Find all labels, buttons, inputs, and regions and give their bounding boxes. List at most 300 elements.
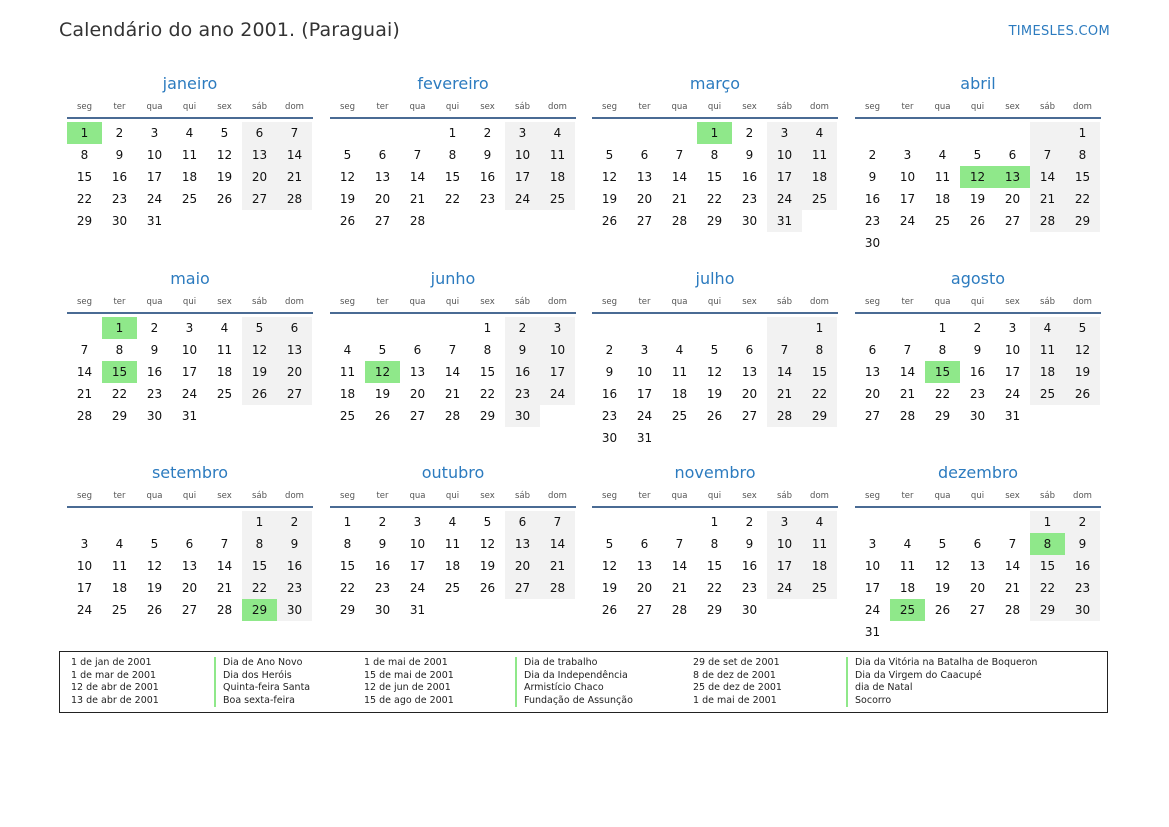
day-cell: 29 <box>479 409 496 423</box>
day-cell: 13 <box>242 144 277 166</box>
day-cell: 8 <box>115 343 124 357</box>
day-cell: 26 <box>479 581 496 595</box>
day-cell: 19 <box>146 581 163 595</box>
day-cell: 16 <box>277 555 312 577</box>
day-cell: 20 <box>242 166 277 188</box>
day-cell: 2 <box>605 343 614 357</box>
day-cell: 28 <box>767 405 802 427</box>
day-grid <box>592 317 838 449</box>
day-grid <box>855 122 1101 254</box>
day-cell: 31 <box>146 214 163 228</box>
month-name: novembro <box>674 463 756 482</box>
empty-cell <box>1065 405 1100 427</box>
day-cell: 19 <box>706 387 723 401</box>
day-cell: 16 <box>146 365 163 379</box>
weekday-label: qui <box>445 491 460 501</box>
month-maio <box>67 267 313 427</box>
weekday-label: sáb <box>1039 102 1056 112</box>
empty-cell <box>995 621 1030 643</box>
weekday-label: seg <box>339 102 356 112</box>
day-cell: 17 <box>636 387 653 401</box>
day-cell: 22 <box>706 581 723 595</box>
day-cell: 9 <box>378 537 387 551</box>
day-cell: 29 <box>802 405 837 427</box>
empty-cell <box>890 122 925 144</box>
day-cell: 3 <box>640 343 649 357</box>
day-cell: 12 <box>479 537 496 551</box>
empty-cell <box>662 511 697 533</box>
day-cell: 18 <box>216 365 233 379</box>
empty-cell <box>330 317 365 339</box>
day-cell: 31 <box>864 625 881 639</box>
legend-holiday-name: Quinta-feira Santa <box>214 682 310 695</box>
empty-cell <box>207 210 242 232</box>
day-cell: 2 <box>1065 511 1100 533</box>
month-novembro <box>592 461 838 621</box>
legend-holiday-name: Fundação de Assunção <box>515 695 633 708</box>
weekday-label: dom <box>548 102 567 112</box>
day-cell: 29 <box>339 603 356 617</box>
day-cell: 23 <box>374 581 391 595</box>
day-cell: 23 <box>111 192 128 206</box>
empty-cell <box>435 599 470 621</box>
weekday-header <box>592 98 838 119</box>
empty-cell <box>960 511 995 533</box>
day-cell: 17 <box>767 555 802 577</box>
day-cell: 10 <box>864 559 881 573</box>
legend-date: 12 de abr de 2001 <box>71 682 159 694</box>
day-cell: 6 <box>640 537 649 551</box>
empty-cell <box>67 511 102 533</box>
day-cell: 18 <box>934 192 951 206</box>
weekday-label: qui <box>445 297 460 307</box>
day-cell: 10 <box>505 144 540 166</box>
day-cell: 1 <box>1030 511 1065 533</box>
day-cell: 23 <box>277 577 312 599</box>
day-cell: 10 <box>636 365 653 379</box>
day-cell: 25 <box>934 214 951 228</box>
day-cell: 20 <box>636 192 653 206</box>
day-cell: 2 <box>277 511 312 533</box>
day-cell: 10 <box>409 537 426 551</box>
day-cell: 21 <box>671 581 688 595</box>
day-cell: 19 <box>242 361 277 383</box>
day-cell: 12 <box>146 559 163 573</box>
weekday-label: sex <box>480 102 495 112</box>
day-cell: 13 <box>969 559 986 573</box>
month-name: outubro <box>421 463 485 482</box>
day-cell: 27 <box>505 577 540 599</box>
day-grid <box>330 122 576 232</box>
day-cell: 8 <box>710 148 719 162</box>
day-grid <box>67 317 313 427</box>
empty-cell <box>925 621 960 643</box>
day-cell: 19 <box>479 559 496 573</box>
day-cell: 13 <box>505 533 540 555</box>
day-cell: 26 <box>1065 383 1100 405</box>
weekday-label: qui <box>970 491 985 501</box>
day-cell: 3 <box>767 122 802 144</box>
day-cell: 4 <box>448 515 457 529</box>
day-cell: 22 <box>444 192 461 206</box>
day-cell: 25 <box>444 581 461 595</box>
day-cell: 26 <box>969 214 986 228</box>
empty-cell <box>1065 621 1100 643</box>
day-cell: 28 <box>540 577 575 599</box>
day-cell: 19 <box>934 581 951 595</box>
day-cell: 30 <box>1065 599 1100 621</box>
empty-cell <box>505 599 540 621</box>
empty-cell <box>925 232 960 254</box>
day-cell: 25 <box>111 603 128 617</box>
day-cell: 3 <box>413 515 422 529</box>
legend-holiday-name: Dia dos Heróis <box>214 670 310 683</box>
weekday-label: dom <box>285 491 304 501</box>
empty-cell <box>365 317 400 339</box>
day-cell: 2 <box>745 126 754 140</box>
day-cell: 16 <box>741 559 758 573</box>
day-cell: 12 <box>706 365 723 379</box>
month-name: agosto <box>950 269 1006 288</box>
legend-date: 15 de ago de 2001 <box>364 694 454 706</box>
day-cell: 21 <box>899 387 916 401</box>
day-cell: 26 <box>934 603 951 617</box>
weekday-label: dom <box>1073 491 1092 501</box>
empty-cell <box>627 122 662 144</box>
day-cell: 9 <box>150 343 159 357</box>
weekday-label: seg <box>76 491 93 501</box>
weekday-label: sex <box>1005 491 1020 501</box>
months-grid <box>67 72 1107 642</box>
day-cell: 2 <box>378 515 387 529</box>
day-cell: 21 <box>277 166 312 188</box>
day-cell: 14 <box>216 559 233 573</box>
day-cell: 20 <box>505 555 540 577</box>
legend-holiday-name: dia de Natal <box>846 682 1037 695</box>
day-cell: 26 <box>216 192 233 206</box>
day-cell: 9 <box>483 148 492 162</box>
day-cell: 8 <box>80 148 89 162</box>
legend-holiday-name: Dia da Vitória na Batalha de Boqueron <box>846 657 1037 670</box>
weekday-label: dom <box>285 297 304 307</box>
legend-date: 8 de dez de 2001 <box>693 669 776 681</box>
day-cell: 28 <box>409 214 426 228</box>
empty-cell <box>400 122 435 144</box>
weekday-label: sáb <box>1039 491 1056 501</box>
weekday-header <box>855 487 1101 508</box>
month-fevereiro <box>330 72 576 232</box>
legend-date: 1 de jan de 2001 <box>71 657 152 668</box>
month-name: maio <box>170 269 210 288</box>
empty-cell <box>470 599 505 621</box>
day-cell: 17 <box>76 581 93 595</box>
legend-dates-column <box>693 657 782 707</box>
day-grid <box>592 511 838 621</box>
weekday-label: ter <box>638 491 651 501</box>
weekday-label: qui <box>182 102 197 112</box>
month-name: dezembro <box>938 463 1018 482</box>
day-cell: 15 <box>1065 166 1100 188</box>
day-cell: 18 <box>339 387 356 401</box>
day-cell: 5 <box>483 515 492 529</box>
day-cell: 26 <box>706 409 723 423</box>
empty-cell <box>890 511 925 533</box>
day-cell: 25 <box>540 188 575 210</box>
legend-holiday-name: Socorro <box>846 695 1037 708</box>
day-cell: 16 <box>1065 555 1100 577</box>
day-cell: 23 <box>146 387 163 401</box>
day-cell: 22 <box>1065 188 1100 210</box>
day-cell: 9 <box>745 148 754 162</box>
empty-cell <box>925 122 960 144</box>
legend-date: 12 de jun de 2001 <box>364 682 451 694</box>
empty-cell <box>802 210 837 232</box>
weekday-label: ter <box>113 102 126 112</box>
day-cell: 12 <box>934 559 951 573</box>
day-cell: 17 <box>505 166 540 188</box>
day-cell: 25 <box>802 577 837 599</box>
weekday-label: dom <box>285 102 304 112</box>
day-cell: 27 <box>636 214 653 228</box>
day-cell: 18 <box>1030 361 1065 383</box>
day-cell: 24 <box>899 214 916 228</box>
weekday-label: seg <box>76 102 93 112</box>
empty-cell <box>732 427 767 449</box>
legend-date: 1 de mar de 2001 <box>71 669 157 681</box>
legend-date: 13 de abr de 2001 <box>71 694 159 706</box>
day-cell: 5 <box>343 148 352 162</box>
day-cell: 2 <box>745 515 754 529</box>
day-cell: 9 <box>277 533 312 555</box>
day-cell: 18 <box>111 581 128 595</box>
weekday-label: qua <box>671 491 688 501</box>
weekday-label: dom <box>548 491 567 501</box>
day-cell: 20 <box>741 387 758 401</box>
legend-names-column <box>214 657 310 707</box>
weekday-label: sáb <box>776 102 793 112</box>
weekday-label: sáb <box>514 491 531 501</box>
weekday-label: qua <box>409 102 426 112</box>
weekday-header <box>67 487 313 508</box>
day-cell: 16 <box>479 170 496 184</box>
day-cell: 20 <box>969 581 986 595</box>
day-cell: 12 <box>216 148 233 162</box>
month-julho <box>592 267 838 449</box>
day-cell: 14 <box>767 361 802 383</box>
day-cell: 1 <box>343 515 352 529</box>
weekday-label: ter <box>376 297 389 307</box>
day-cell: 15 <box>76 170 93 184</box>
day-cell: 23 <box>1065 577 1100 599</box>
legend-names-column <box>515 657 633 707</box>
day-cell: 6 <box>378 148 387 162</box>
empty-cell <box>1030 122 1065 144</box>
day-cell: 2 <box>150 321 159 335</box>
empty-cell <box>540 599 575 621</box>
day-cell: 24 <box>540 383 575 405</box>
day-grid <box>330 511 576 621</box>
empty-cell <box>592 122 627 144</box>
month-name: junho <box>430 269 476 288</box>
day-cell: 18 <box>444 559 461 573</box>
day-cell: 31 <box>767 210 802 232</box>
legend-holiday-name: Dia de trabalho <box>515 657 633 670</box>
day-cell: 8 <box>242 533 277 555</box>
day-cell: 24 <box>76 603 93 617</box>
weekday-label: seg <box>601 297 618 307</box>
day-cell: 5 <box>973 148 982 162</box>
day-cell: 15 <box>1030 555 1065 577</box>
empty-cell <box>1030 232 1065 254</box>
empty-cell <box>802 427 837 449</box>
weekday-label: ter <box>638 297 651 307</box>
day-cell: 14 <box>671 559 688 573</box>
weekday-label: sex <box>480 297 495 307</box>
day-cell: 1 <box>1065 122 1100 144</box>
day-cell: 28 <box>76 409 93 423</box>
weekday-label: seg <box>864 102 881 112</box>
weekday-header <box>855 293 1101 314</box>
day-cell: 6 <box>242 122 277 144</box>
day-cell: 12 <box>339 170 356 184</box>
day-cell: 24 <box>181 387 198 401</box>
day-cell: 28 <box>277 188 312 210</box>
day-cell: 4 <box>1030 317 1065 339</box>
day-cell: 17 <box>1004 365 1021 379</box>
weekday-label: seg <box>864 297 881 307</box>
day-cell: 5 <box>220 126 229 140</box>
day-cell: 11 <box>1030 339 1065 361</box>
empty-cell <box>890 317 925 339</box>
legend-date: 1 de mai de 2001 <box>693 694 777 706</box>
weekday-header <box>855 98 1101 119</box>
day-cell: 14 <box>76 365 93 379</box>
day-cell: 23 <box>741 192 758 206</box>
weekday-label: sáb <box>251 491 268 501</box>
empty-cell <box>365 122 400 144</box>
weekday-label: qua <box>934 297 951 307</box>
day-cell: 8 <box>1065 144 1100 166</box>
day-cell: 14 <box>671 170 688 184</box>
day-cell: 8 <box>802 339 837 361</box>
day-cell: 16 <box>374 559 391 573</box>
weekday-label: seg <box>76 297 93 307</box>
day-cell: 8 <box>448 148 457 162</box>
day-cell: 20 <box>181 581 198 595</box>
day-cell: 27 <box>969 603 986 617</box>
day-cell: 27 <box>1004 214 1021 228</box>
empty-cell <box>662 317 697 339</box>
day-cell: 29 <box>1065 210 1100 232</box>
day-cell: 8 <box>938 343 947 357</box>
weekday-label: seg <box>339 491 356 501</box>
empty-cell <box>592 511 627 533</box>
day-cell: 26 <box>339 214 356 228</box>
day-cell: 5 <box>605 537 614 551</box>
holiday-day: 12 <box>365 361 400 383</box>
day-cell: 10 <box>767 144 802 166</box>
empty-cell <box>697 317 732 339</box>
day-cell: 2 <box>505 317 540 339</box>
day-cell: 6 <box>1008 148 1017 162</box>
day-cell: 30 <box>864 236 881 250</box>
empty-cell <box>995 122 1030 144</box>
empty-cell <box>102 511 137 533</box>
weekday-label: qui <box>970 102 985 112</box>
day-cell: 18 <box>899 581 916 595</box>
day-cell: 11 <box>181 148 198 162</box>
day-cell: 11 <box>899 559 916 573</box>
day-cell: 20 <box>374 192 391 206</box>
day-cell: 5 <box>378 343 387 357</box>
day-cell: 18 <box>540 166 575 188</box>
weekday-label: ter <box>113 297 126 307</box>
day-cell: 21 <box>540 555 575 577</box>
weekday-label: sáb <box>251 102 268 112</box>
day-cell: 28 <box>216 603 233 617</box>
day-cell: 25 <box>216 387 233 401</box>
day-cell: 10 <box>76 559 93 573</box>
day-cell: 22 <box>76 192 93 206</box>
day-cell: 23 <box>601 409 618 423</box>
day-cell: 22 <box>934 387 951 401</box>
empty-cell <box>540 210 575 232</box>
day-cell: 16 <box>601 387 618 401</box>
day-cell: 11 <box>802 533 837 555</box>
weekday-label: sáb <box>776 297 793 307</box>
day-cell: 9 <box>745 537 754 551</box>
weekday-label: ter <box>901 102 914 112</box>
day-cell: 31 <box>636 431 653 445</box>
day-cell: 31 <box>1004 409 1021 423</box>
empty-cell <box>1065 232 1100 254</box>
weekday-header <box>330 487 576 508</box>
month-setembro <box>67 461 313 621</box>
day-grid <box>592 122 838 232</box>
day-cell: 6 <box>505 511 540 533</box>
day-cell: 3 <box>1008 321 1017 335</box>
day-cell: 26 <box>242 383 277 405</box>
holiday-day: 1 <box>697 122 732 144</box>
day-cell: 21 <box>1004 581 1021 595</box>
day-cell: 24 <box>146 192 163 206</box>
day-cell: 25 <box>339 409 356 423</box>
weekday-label: qua <box>409 297 426 307</box>
weekday-label: dom <box>810 102 829 112</box>
empty-cell <box>400 317 435 339</box>
brand-link[interactable]: TIMESLES.COM <box>1008 24 1110 39</box>
empty-cell <box>767 599 802 621</box>
day-cell: 10 <box>767 533 802 555</box>
day-cell: 2 <box>973 321 982 335</box>
day-cell: 13 <box>181 559 198 573</box>
empty-cell <box>435 317 470 339</box>
day-cell: 6 <box>745 343 754 357</box>
month-dezembro <box>855 461 1101 643</box>
day-cell: 22 <box>242 577 277 599</box>
day-cell: 19 <box>1065 361 1100 383</box>
weekday-label: sáb <box>1039 297 1056 307</box>
day-cell: 14 <box>540 533 575 555</box>
day-cell: 20 <box>636 581 653 595</box>
holiday-day: 15 <box>925 361 960 383</box>
empty-cell <box>732 317 767 339</box>
day-cell: 30 <box>277 599 312 621</box>
day-cell: 8 <box>343 537 352 551</box>
empty-cell <box>855 317 890 339</box>
day-cell: 17 <box>864 581 881 595</box>
day-cell: 30 <box>146 409 163 423</box>
